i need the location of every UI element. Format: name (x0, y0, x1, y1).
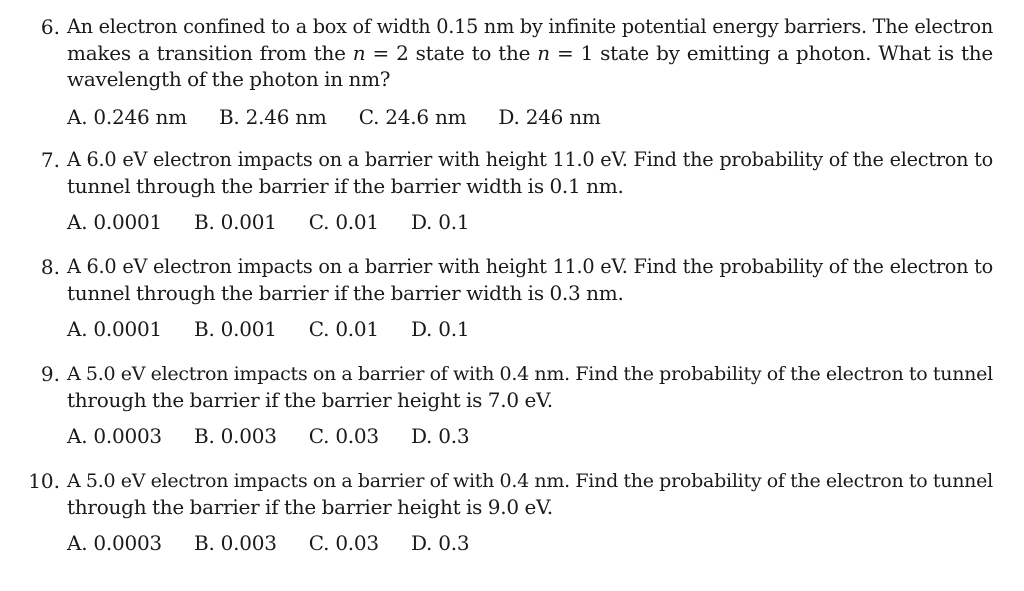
question-number: 7. (40, 148, 60, 172)
choice-b[interactable]: B. 0.003 (194, 424, 277, 448)
question-line: tunnel through the barrier if the barrier width is 0.1 nm. (67, 174, 624, 198)
question-text (67, 254, 993, 306)
choice-a[interactable]: A. 0.0001 (67, 317, 162, 341)
choice-d[interactable]: D. 0.1 (410, 210, 470, 234)
choice-b[interactable]: B. 0.001 (194, 317, 277, 341)
choice-b[interactable]: B. 0.001 (194, 210, 277, 234)
question-number: 8. (40, 255, 60, 279)
question-line: tunnel through the barrier if the barrier width is 0.3 nm. (67, 281, 624, 305)
question-line: through the barrier if the barrier height is 7.0 eV. (67, 388, 553, 412)
choice-c[interactable]: C. 0.01 (308, 317, 379, 341)
question-line: makes a transition from the n = 2 state to the n = 1 state by emitting a photon. What is the (67, 41, 993, 65)
choice-c[interactable]: C. 24.6 nm (358, 105, 467, 129)
question-text (67, 14, 993, 92)
question-line: A 5.0 eV electron impacts on a barrier of with 0.4 nm. Find the probability of the electron to tunnel (67, 363, 993, 385)
question-line: through the barrier if the barrier height is 9.0 eV. (67, 495, 553, 519)
choice-a[interactable]: A. 0.0001 (67, 210, 162, 234)
choice-a[interactable]: A. 0.246 nm (67, 105, 187, 129)
question-line: A 5.0 eV electron impacts on a barrier of with 0.4 nm. Find the probability of the electron to tunnel (67, 470, 993, 492)
choice-c[interactable]: C. 0.01 (308, 210, 379, 234)
question-line: An electron confined to a box of width 0.15 nm by infinite potential energy barriers. The electron (67, 15, 993, 38)
choice-d[interactable]: D. 0.3 (410, 531, 470, 555)
question-text (67, 147, 993, 199)
question-text (67, 361, 993, 413)
answer-choices (67, 104, 601, 130)
question-line: A 6.0 eV electron impacts on a barrier with height 11.0 eV. Find the probability of the electron to (67, 255, 993, 278)
question-text (67, 468, 993, 520)
choice-d[interactable]: D. 246 nm (498, 105, 601, 129)
question-line: wavelength of the photon in nm? (67, 67, 391, 91)
question-number: 9. (40, 362, 60, 386)
choice-a[interactable]: A. 0.0003 (67, 531, 162, 555)
question-number: 10. (28, 469, 60, 493)
answer-choices (67, 423, 469, 449)
answer-choices (67, 316, 469, 342)
answer-choices (67, 209, 469, 235)
choice-b[interactable]: B. 2.46 nm (218, 105, 327, 129)
choice-d[interactable]: D. 0.1 (410, 317, 470, 341)
choice-d[interactable]: D. 0.3 (410, 424, 470, 448)
choice-b[interactable]: B. 0.003 (194, 531, 277, 555)
choice-a[interactable]: A. 0.0003 (67, 424, 162, 448)
answer-choices (67, 530, 469, 556)
question-number: 6. (40, 15, 60, 39)
question-line: A 6.0 eV electron impacts on a barrier with height 11.0 eV. Find the probability of the electron to (67, 148, 993, 171)
choice-c[interactable]: C. 0.03 (308, 531, 379, 555)
choice-c[interactable]: C. 0.03 (308, 424, 379, 448)
